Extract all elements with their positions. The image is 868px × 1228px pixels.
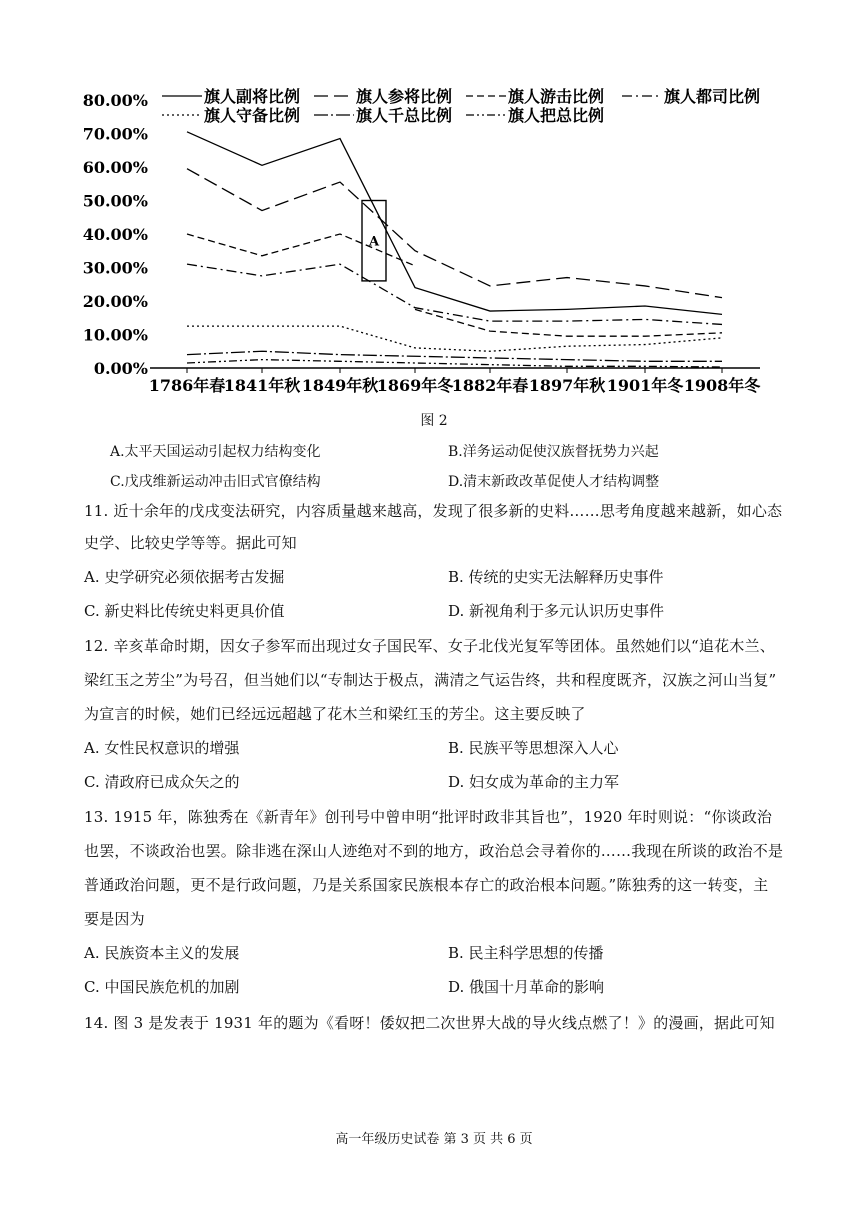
series-line <box>187 234 415 266</box>
q10-option-a: A.太平天国运动引起权力结构变化 <box>110 444 321 460</box>
q11-option-d: D. 新视角利于多元认识历史事件 <box>448 602 665 620</box>
y-tick-label: 10.00% <box>82 325 148 345</box>
y-tick-label: 50.00% <box>82 191 148 211</box>
q11-option-a: A. 史学研究必须依据考古发掘 <box>84 568 285 586</box>
q11-stem-line: 11. 近十余年的戊戌变法研究，内容质量越来越高，发现了很多新的史料……思考角度越来越新，如心态 <box>84 502 783 520</box>
series-line <box>187 360 722 367</box>
q12-stem-line: 为宣言的时候，她们已经远远超越了花木兰和梁红玉的芳尘。这主要反映了 <box>84 705 586 723</box>
q10-option-c: C.戊戌维新运动冲击旧式官僚结构 <box>110 474 321 490</box>
series-line <box>187 169 722 298</box>
y-tick-label: 0.00% <box>93 359 148 378</box>
q13-option-a: A. 民族资本主义的发展 <box>84 944 240 962</box>
x-tick-label: 1882年春 <box>451 376 529 395</box>
q11-option-b: B. 传统的史实无法解释历史事件 <box>448 568 664 586</box>
q11-option-c: C. 新史料比传统史料更具价值 <box>84 602 285 620</box>
x-tick-label: 1901年冬 <box>606 376 684 395</box>
q11-stem-line: 史学、比较史学等等。据此可知 <box>84 534 297 552</box>
x-tick-label: 1786年春 <box>148 376 226 395</box>
legend-label: 旗人都司比例 <box>664 87 761 106</box>
q12-stem-line: 梁红玉之芳尘”为号召，但当她们以“专制达于极点，满清之气运告终，共和程度既齐，汉族之河山当复” <box>84 671 777 689</box>
q14-stem-line: 14. 图 3 是发表于 1931 年的题为《看呀！倭奴把二次世界大战的导火线点燃了！》的漫画，据此可知 <box>84 1014 775 1032</box>
y-tick-label: 40.00% <box>82 225 148 244</box>
q13-option-b: B. 民主科学思想的传播 <box>448 944 604 962</box>
y-axis-ticks <box>83 91 148 378</box>
legend-label: 旗人参将比例 <box>356 87 453 106</box>
q12-option-d: D. 妇女成为革命的主力军 <box>448 773 620 791</box>
q12-stem-line: 12. 辛亥革命时期，因女子参军而出现过女子国民军、女子北伐光复军等团体。虽然她们以“追花木兰、 <box>84 637 775 655</box>
q13-stem-line: 要是因为 <box>84 910 145 928</box>
x-tick-label: 1849年秋 <box>301 376 379 395</box>
q13-stem-line: 也罢，不谈政治也罢。除非逃在深山人迹绝对不到的地方，政治总会寻着你的……我现在所谈的政治不是 <box>84 842 784 860</box>
legend-label: 旗人把总比例 <box>508 106 605 125</box>
series-line <box>187 264 722 324</box>
q13-stem-line: 普通政治问题，更不是行政问题，乃是关系国家民族根本存亡的政治根本问题。”陈独秀的这一转变，主 <box>84 876 769 894</box>
legend-label: 旗人千总比例 <box>356 106 453 125</box>
legend-label: 旗人副将比例 <box>204 87 301 106</box>
q10-option-d: D.清末新政改革促使人才结构调整 <box>448 474 660 490</box>
series-line <box>187 132 722 315</box>
chart-legend <box>162 87 760 125</box>
y-tick-label: 20.00% <box>82 292 148 311</box>
q13-stem-line: 13. 1915 年，陈独秀在《新青年》创刊号中曾申明“批评时政非其旨也”，1920 年时则说：“你谈政治 <box>84 808 773 826</box>
q13-option-c: C. 中国民族危机的加剧 <box>84 978 240 996</box>
q12-option-a: A. 女性民权意识的增强 <box>84 739 240 757</box>
page-footer: 高一年级历史试卷 第 3 页 共 6 页 <box>335 1132 533 1147</box>
annotation-a <box>362 201 386 281</box>
line-chart <box>0 0 868 405</box>
q10-option-b: B.洋务运动促使汉族督抚势力兴起 <box>448 444 659 460</box>
q12-option-c: C. 清政府已成众矢之的 <box>84 773 240 791</box>
series-line-extra <box>415 309 722 336</box>
q13-option-d: D. 俄国十月革命的影响 <box>448 978 605 996</box>
legend-label: 旗人守备比例 <box>204 106 301 125</box>
legend-label: 旗人游击比例 <box>508 87 605 106</box>
x-tick-label: 1841年秋 <box>223 376 301 395</box>
x-axis-ticks <box>149 368 762 395</box>
x-tick-label: 1908年冬 <box>683 376 761 395</box>
series-lines <box>187 132 722 367</box>
q12-option-b: B. 民族平等思想深入人心 <box>448 739 619 757</box>
series-line <box>187 326 722 351</box>
y-tick-label: 30.00% <box>82 258 148 278</box>
y-tick-label: 60.00% <box>82 158 148 177</box>
y-tick-label: 70.00% <box>82 124 148 144</box>
annotation-label: A <box>368 234 380 250</box>
y-tick-label: 80.00% <box>82 91 148 110</box>
x-tick-label: 1869年冬 <box>376 376 454 395</box>
figure-caption: 图 2 <box>420 413 448 429</box>
x-tick-label: 1897年秋 <box>528 376 606 395</box>
